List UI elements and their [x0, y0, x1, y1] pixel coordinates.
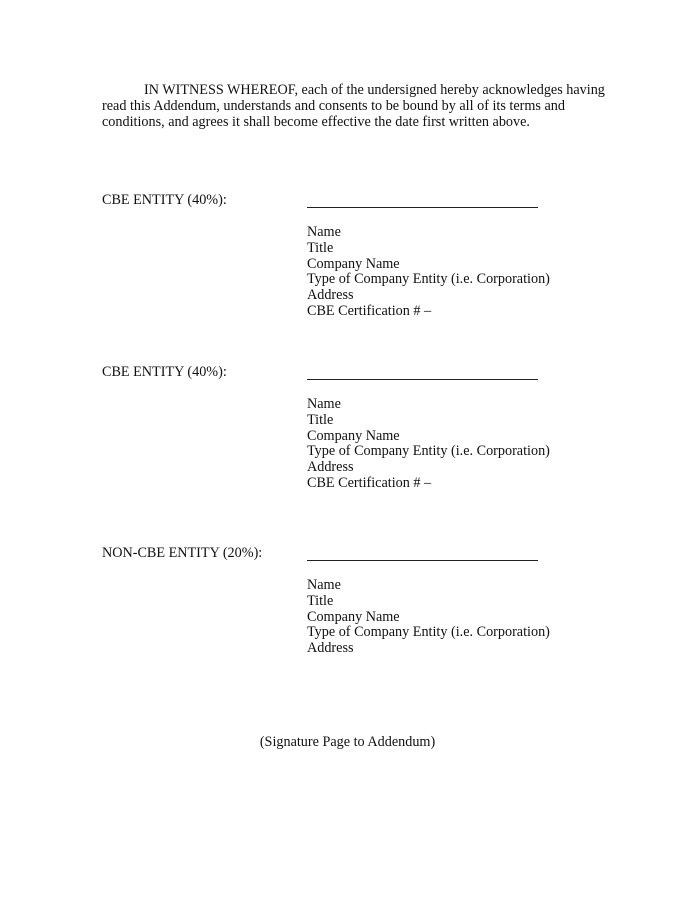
signatory-fields — [307, 225, 550, 320]
field-address: Address — [307, 459, 354, 476]
entity-label: CBE ENTITY (40%): — [102, 192, 227, 208]
witness-paragraph — [102, 82, 605, 130]
field-company-name: Company Name — [307, 608, 400, 625]
signature-line[interactable] — [307, 560, 538, 561]
field-address: Address — [307, 640, 354, 657]
signature-line[interactable] — [307, 379, 538, 380]
entity-label: CBE ENTITY (40%): — [102, 364, 227, 380]
field-company-name: Company Name — [307, 427, 400, 444]
entity-label: NON-CBE ENTITY (20%): — [102, 545, 263, 561]
field-company-type: Type of Company Entity (i.e. Corporation) — [307, 271, 550, 288]
field-title: Title — [307, 411, 334, 428]
field-company-type: Type of Company Entity (i.e. Corporation) — [307, 624, 550, 641]
field-company-type: Type of Company Entity (i.e. Corporation) — [307, 443, 550, 460]
field-title: Title — [307, 239, 334, 256]
paragraph-line: read this Addendum, understands and consents to be bound by all of its terms and — [102, 97, 565, 114]
field-name: Name — [307, 224, 341, 240]
field-cbe-certification: CBE Certification # – — [307, 302, 432, 319]
field-name: Name — [307, 396, 341, 412]
paragraph-line: IN WITNESS WHEREOF, each of the undersigned hereby acknowledges having — [144, 82, 605, 98]
page-footer: (Signature Page to Addendum) — [259, 734, 436, 750]
paragraph-line: conditions, and agrees it shall become effective the date first written above. — [102, 113, 530, 130]
field-address: Address — [307, 287, 354, 304]
field-company-name: Company Name — [307, 255, 400, 272]
field-title: Title — [307, 592, 334, 609]
signatory-fields — [307, 578, 550, 657]
field-cbe-certification: CBE Certification # – — [307, 474, 432, 491]
signatory-fields — [307, 397, 550, 492]
field-name: Name — [307, 577, 341, 593]
signature-line[interactable] — [307, 207, 538, 208]
